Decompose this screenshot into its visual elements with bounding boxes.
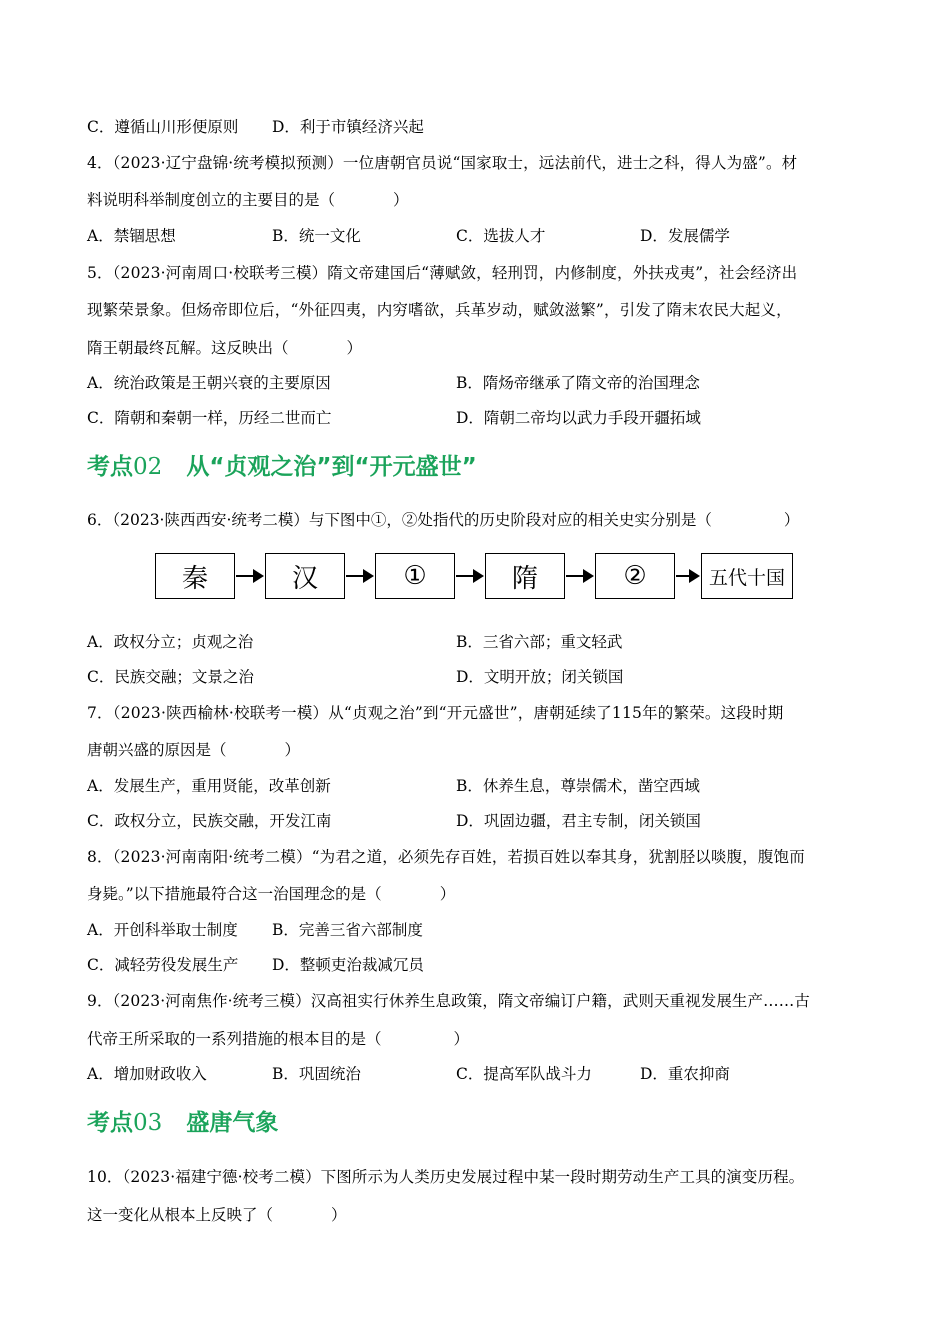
q6-option-a: A．政权分立；贞观之治: [87, 633, 254, 651]
flow-box-sui: 隋: [485, 553, 565, 599]
q8-stem-line2: 身毙。”以下措施最符合这一治国理念的是（ ）: [87, 885, 456, 903]
q8-option-d: D．整顿吏治裁减冗员: [272, 956, 424, 974]
q8-option-b: B．完善三省六部制度: [272, 921, 423, 939]
flow-arrow-2: [346, 575, 372, 577]
q9-stem-line1: 9．（2023·河南焦作·统考三模）汉高祖实行休养生息政策，隋文帝编订户籍，武则天重视发展生产……古: [87, 992, 810, 1010]
flow-arrow-3: [456, 575, 482, 577]
q5-option-c: C．隋朝和秦朝一样，历经二世而亡: [87, 409, 332, 427]
q3-option-c: C．遵循山川形便原则: [87, 118, 239, 136]
q7-stem-line2: 唐朝兴盛的原因是（ ）: [87, 741, 301, 759]
flow-box-circle-2: ②: [595, 553, 675, 599]
q7-option-d: D．巩固边疆，君主专制，闭关锁国: [456, 812, 701, 830]
q7-option-a: A．发展生产，重用贤能，改革创新: [87, 777, 331, 795]
q8-option-a: A．开创科举取士制度: [87, 921, 238, 939]
q8-stem-line1: 8．（2023·河南南阳·统考二模）“为君之道，必须先存百姓，若损百姓以奉其身，犹割胫以啖腹，腹饱而: [87, 848, 805, 866]
q5-option-b: B．隋炀帝继承了隋文帝的治国理念: [456, 374, 700, 392]
q4-option-a: A．禁锢思想: [87, 227, 176, 245]
q9-option-a: A．增加财政收入: [87, 1065, 207, 1083]
q5-stem-line1: 5．（2023·河南周口·校联考三模）隋文帝建国后“薄赋敛，轻刑罚，内修制度，外扶戎夷”，社会经济出: [87, 264, 798, 282]
flow-box-five-dynasties: 五代十国: [701, 553, 793, 599]
q4-option-d: D．发展儒学: [640, 227, 730, 245]
q10-stem-line2: 这一变化从根本上反映了（ ）: [87, 1206, 347, 1224]
q9-option-b: B．巩固统治: [272, 1065, 361, 1083]
q9-option-d: D．重农抑商: [640, 1065, 730, 1083]
flow-arrow-5: [676, 575, 698, 577]
q4-option-b: B．统一文化: [272, 227, 361, 245]
q7-stem-line1: 7．（2023·陕西榆林·校联考一模）从“贞观之治”到“开元盛世”，唐朝延续了115年的繁荣。这段时期: [87, 704, 784, 722]
q5-stem-line3: 隋王朝最终瓦解。这反映出（ ）: [87, 339, 363, 357]
q4-stem-line1: 4．（2023·辽宁盘锦·统考模拟预测）一位唐朝官员说“国家取士，远法前代，进士之科，得人为盛”。材: [87, 154, 798, 172]
q4-stem-line2: 料说明科举制度创立的主要目的是（ ）: [87, 191, 409, 209]
flow-arrow-1: [236, 575, 262, 577]
section-heading-03: 考点03 盛唐气象: [87, 1110, 279, 1136]
q5-option-d: D．隋朝二帝均以武力手段开疆拓域: [456, 409, 701, 427]
flow-box-han: 汉: [265, 553, 345, 599]
q5-stem-line2: 现繁荣景象。但炀帝即位后，“外征四夷，内穷嗜欲，兵革岁动，赋敛滋繁”，引发了隋末农民大起义，: [87, 301, 792, 319]
flow-arrow-4: [566, 575, 592, 577]
q6-stem-line1: 6．（2023·陕西西安·统考二模）与下图中①，②处指代的历史阶段对应的相关史实分别是（ ）: [87, 511, 800, 529]
q4-option-c: C．选拔人才: [456, 227, 546, 245]
q7-option-c: C．政权分立，民族交融，开发江南: [87, 812, 332, 830]
q6-option-b: B．三省六部；重文轻武: [456, 633, 623, 651]
q3-option-d: D．利于市镇经济兴起: [272, 118, 424, 136]
q9-stem-line2: 代帝王所采取的一系列措施的根本目的是（ ）: [87, 1030, 470, 1048]
q8-option-c: C．减轻劳役发展生产: [87, 956, 239, 974]
q5-option-a: A．统治政策是王朝兴衰的主要原因: [87, 374, 331, 392]
q6-option-c: C．民族交融；文景之治: [87, 668, 254, 686]
q6-option-d: D．文明开放；闭关锁国: [456, 668, 624, 686]
q10-stem-line1: 10．（2023·福建宁德·校考二模）下图所示为人类历史发展过程中某一段时期劳动生产工具的演变历程。: [87, 1168, 805, 1186]
q9-option-c: C．提高军队战斗力: [456, 1065, 592, 1083]
dynasty-flow-diagram: [155, 553, 795, 603]
flow-box-qin: 秦: [155, 553, 235, 599]
flow-box-circle-1: ①: [375, 553, 455, 599]
q7-option-b: B．休养生息，尊崇儒术，凿空西域: [456, 777, 700, 795]
section-heading-02: 考点02 从“贞观之治”到“开元盛世”: [87, 454, 477, 480]
